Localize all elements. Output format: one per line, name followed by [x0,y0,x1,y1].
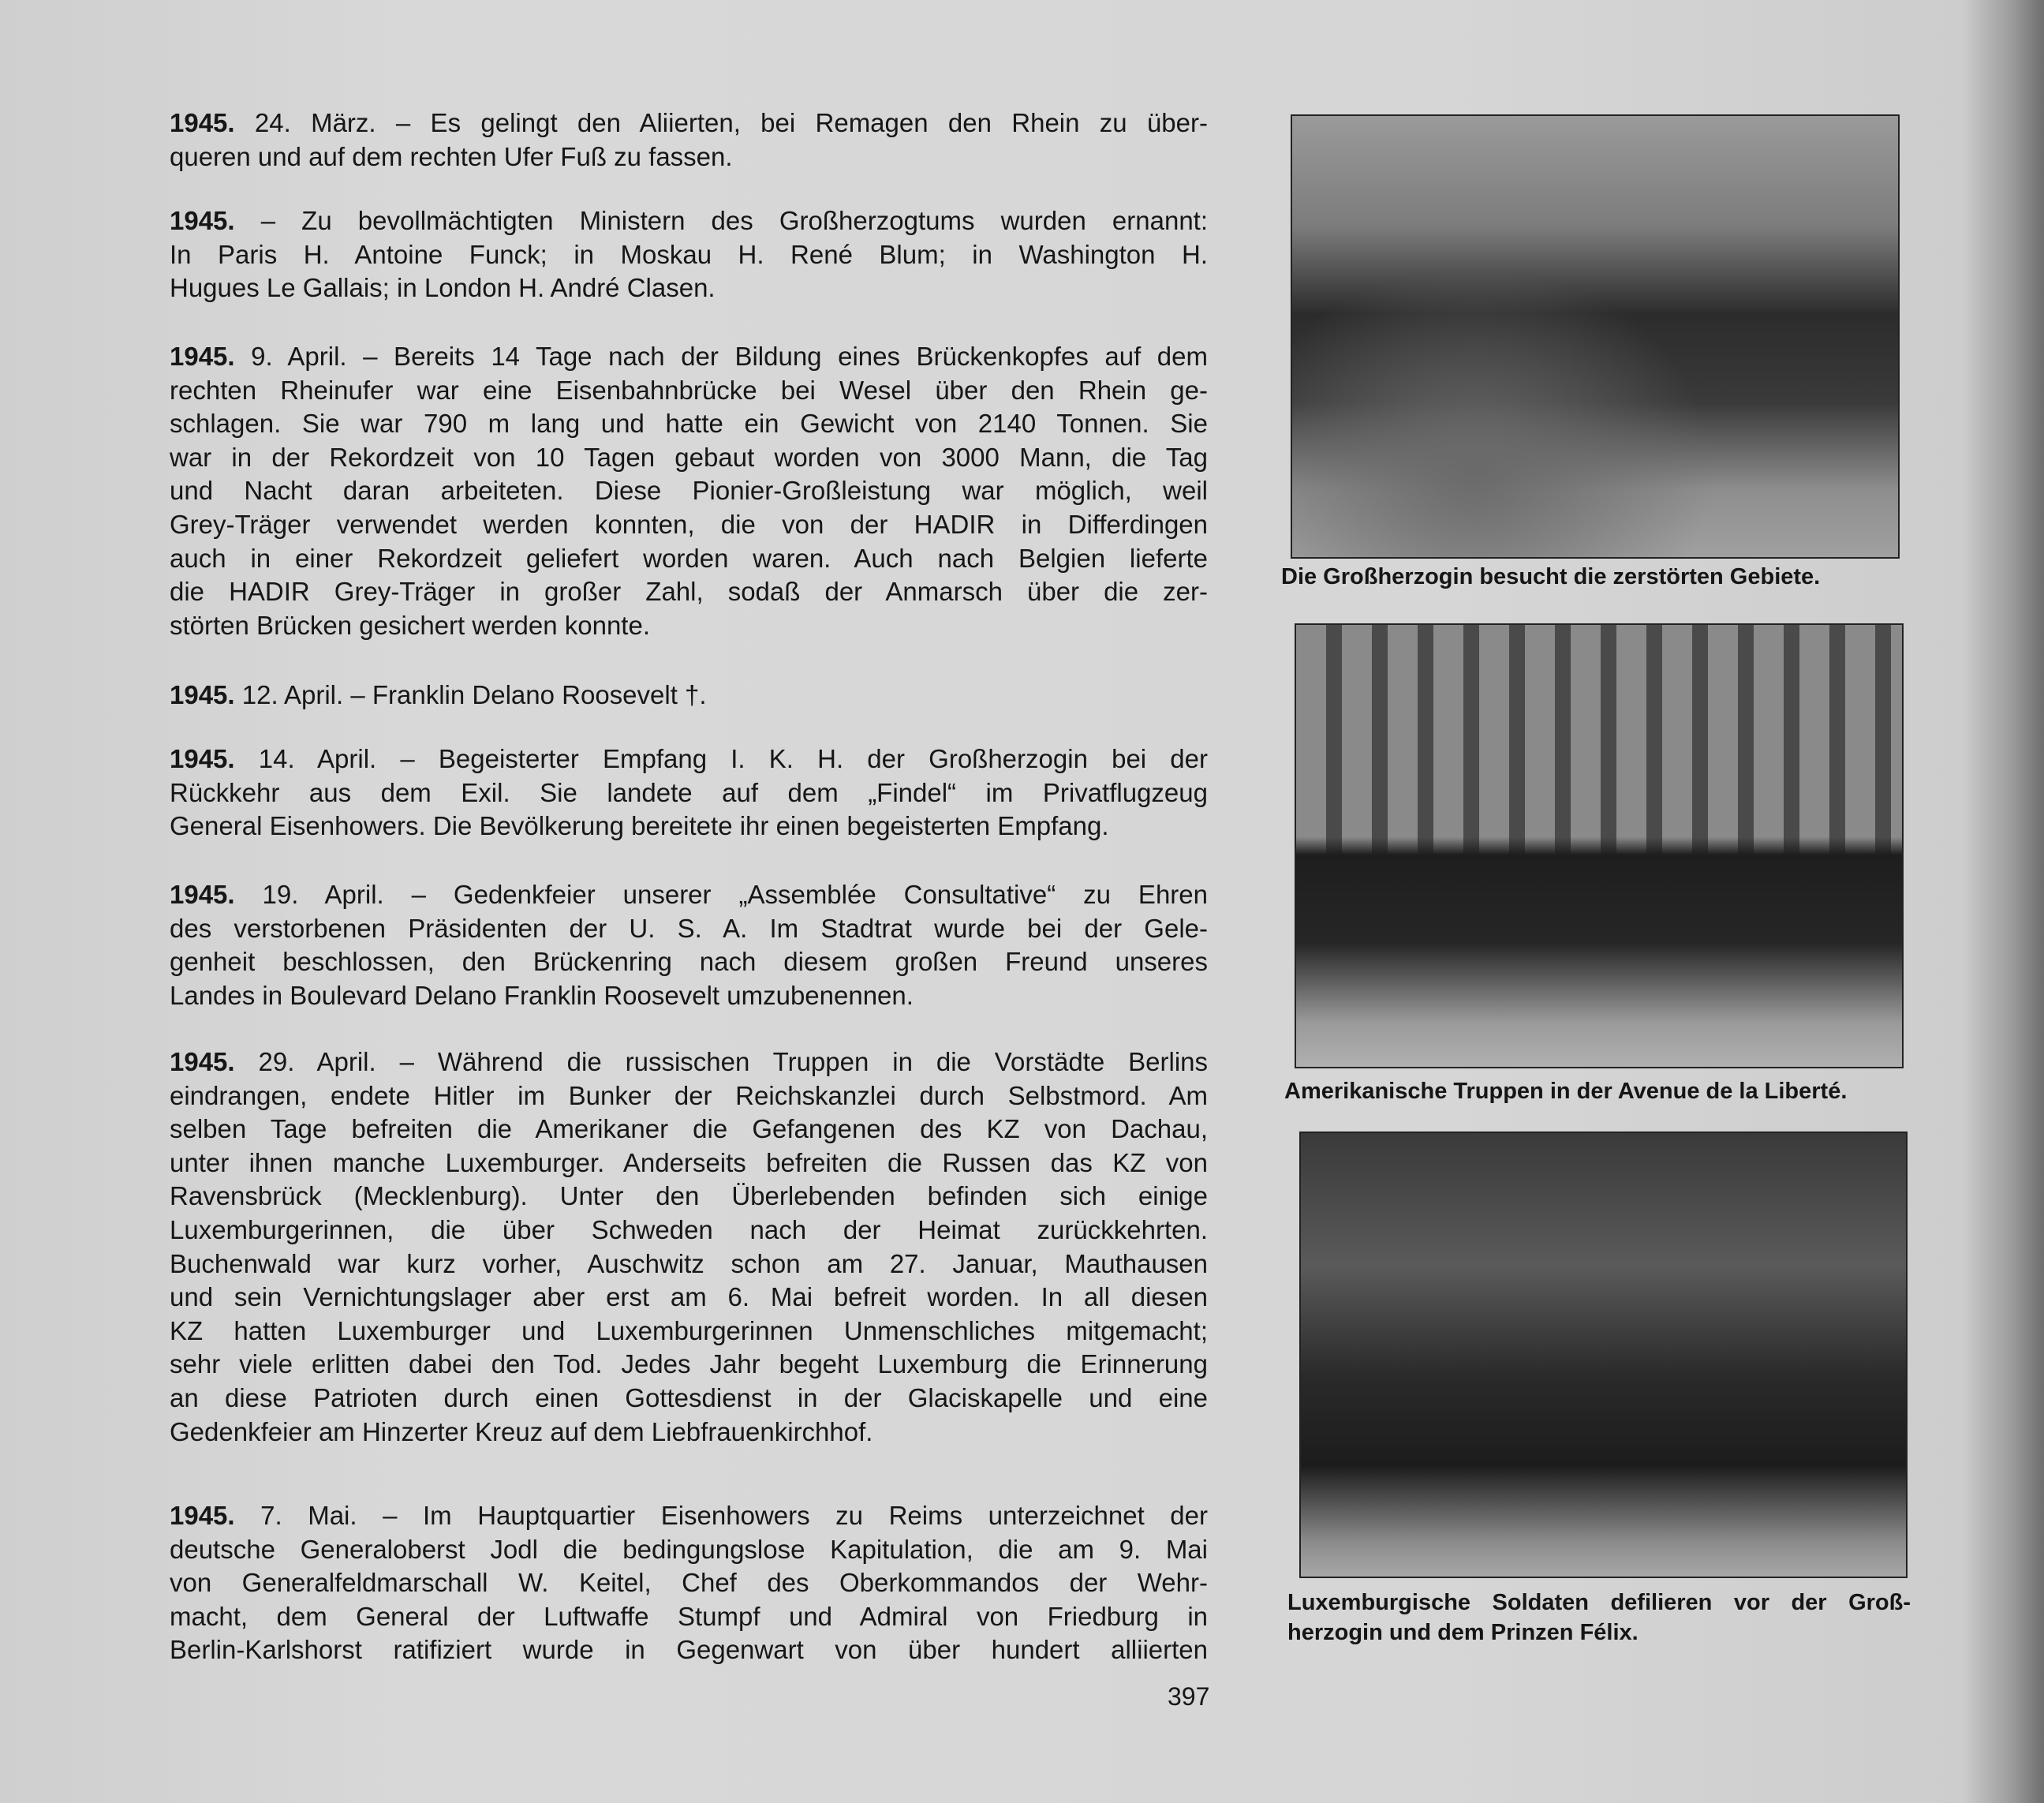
text-line [170,743,1208,776]
photo-luxembourg-soldiers [1299,1132,1908,1578]
caption-line: Luxemburgische Soldaten defilieren vor der Groß- [1287,1590,1911,1615]
text-line: von Generalfeldmarschall W. Keitel, Chef des Oberkommandos der Wehr- [170,1568,1208,1598]
text-line: unter ihnen manche Luxemburger. Anderseits befreiten die Russen das KZ von [170,1147,1208,1177]
entry-year: 1945. [170,1501,235,1530]
text-line: Luxemburgerinnen, die über Schweden nach der Heimat zurückkehrten. [170,1214,1208,1244]
chronology-entry [170,1046,1208,1449]
text-line: General Eisenhowers. Die Bevölkerung bereitete ihr einen begeisterten Empfang. [170,811,1109,841]
text-line: eindrangen, endete Hitler im Bunker der Reichskanzlei durch Selbstmord. Am [170,1080,1208,1110]
text-line: an diese Patrioten durch einen Gottesdienst in der Glaciskapelle und eine [170,1382,1208,1412]
text-line: Grey-Träger verwendet werden konnten, die von der HADIR in Differdingen [170,509,1208,539]
caption-line: herzogin und dem Prinzen Félix. [1287,1620,1639,1645]
entry-text: 9. April. – Bereits 14 Tage nach der Bildung eines Brückenkopfes auf dem [251,342,1208,371]
text-line: und sein Vernichtungslager aber erst am 6. Mai befreit worden. In all diesen [170,1282,1208,1312]
entry-year: 1945. [170,1047,235,1076]
text-line: Rückkehr aus dem Exil. Sie landete auf dem „Findel“ im Privatflugzeug [170,777,1208,807]
text-line [170,340,1208,374]
text-line: und Nacht daran arbeiteten. Diese Pionier-Großleistung war möglich, weil [170,476,1208,506]
text-line: auch in einer Rekordzeit geliefert worden waren. Auch nach Belgien lieferte [170,543,1208,573]
text-line: deutsche Generaloberst Jodl die bedingungslose Kapitulation, die am 9. Mai [170,1534,1208,1564]
entry-year: 1945. [170,744,235,773]
chronology-entry [170,1499,1208,1667]
entry-year: 1945. [170,680,235,709]
text-line: selben Tage befreiten die Amerikaner die Gefangenen des KZ von Dachau, [170,1114,1208,1144]
chronology-entry [170,204,1208,305]
text-line [170,204,1208,238]
text-line: war in der Rekordzeit von 10 Tagen gebaut worden von 3000 Mann, die Tag [170,442,1208,472]
text-line: die HADIR Grey-Träger in großer Zahl, sodaß der Anmarsch über die zer- [170,577,1208,607]
text-line: macht, dem General der Luftwaffe Stumpf und Admiral von Friedburg in [170,1601,1208,1631]
photo-grand-duchess-visit [1291,114,1900,559]
text-line: sehr viele erlitten dabei den Tod. Jedes Jahr begeht Luxemburg die Erinnerung [170,1349,1208,1379]
entry-text: 24. März. – Es gelingt den Aliierten, bei Remagen den Rhein zu über- [254,108,1208,137]
entry-text: 7. Mai. – Im Hauptquartier Eisenhowers zu Reims unterzeichnet der [260,1501,1208,1530]
text-line [170,1046,1208,1079]
caption-photo-1 [1281,562,1820,592]
text-line: Landes in Boulevard Delano Franklin Roosevelt umzubenennen. [170,980,914,1010]
caption-photo-2 [1284,1076,1847,1106]
text-line: queren und auf dem rechten Ufer Fuß zu fassen. [170,141,733,171]
text-line [170,1499,1208,1533]
entry-text: 19. April. – Gedenkfeier unserer „Assemblée Consultative“ zu Ehren [262,880,1208,909]
text-line: Buchenwald war kurz vorher, Auschwitz schon am 27. Januar, Mauthausen [170,1248,1208,1278]
text-line [170,107,1208,140]
text-line: Hugues Le Gallais; in London H. André Clasen. [170,273,716,303]
text-line: Ravensbrück (Mecklenburg). Unter den Überlebenden befinden sich einige [170,1181,1208,1211]
entry-text: 14. April. – Begeisterter Empfang I. K. H. der Großherzogin bei der [258,744,1208,773]
text-line: des verstorbenen Präsidenten der U. S. A. Im Stadtrat wurde bei der Gele- [170,913,1208,943]
entry-text: – Zu bevollmächtigten Ministern des Großherzogtums wurden ernannt: [260,206,1209,235]
caption-line: Die Großherzogin besucht die zerstörten Gebiete. [1281,564,1821,589]
caption-photo-3 [1287,1588,1911,1648]
photo-american-troops [1295,623,1904,1068]
entry-text: 29. April. – Während die russischen Truppen in die Vorstädte Berlins [258,1047,1209,1076]
entry-year: 1945. [170,342,235,371]
entry-year: 1945. [170,206,235,235]
text-line: In Paris H. Antoine Funck; in Moskau H. René Blum; in Washington H. [170,239,1208,269]
chronology-entry [170,743,1208,844]
entry-year: 1945. [170,108,235,137]
text-line: Berlin-Karlshorst ratifiziert wurde in Gegenwart von über hundert alliierten [170,1635,1208,1665]
chronology-entry [170,878,1208,1012]
text-line: Gedenkfeier am Hinzerter Kreuz auf dem Liebfrauenkirchhof. [170,1416,873,1446]
entry-year: 1945. [170,880,235,909]
entry-text: 12. April. – Franklin Delano Roosevelt †. [241,680,707,709]
text-line: KZ hatten Luxemburger und Luxemburgerinnen Unmenschliches mitgemacht; [170,1315,1208,1345]
chronology-entry [170,340,1208,642]
text-line [170,679,1208,713]
page-number: 397 [1168,1682,1210,1711]
text-line: rechten Rheinufer war eine Eisenbahnbrücke bei Wesel über den Rhein ge- [170,375,1208,405]
text-line: störten Brücken gesichert werden konnte. [170,610,651,640]
chronology-entry [170,107,1208,174]
text-line: schlagen. Sie war 790 m lang und hatte ein Gewicht von 2140 Tonnen. Sie [170,409,1208,439]
chronology-entry [170,679,1208,713]
text-line: genheit beschlossen, den Brückenring nach diesem großen Freund unseres [170,947,1208,977]
caption-line: Amerikanische Truppen in der Avenue de la Liberté. [1284,1079,1848,1104]
text-line [170,878,1208,912]
